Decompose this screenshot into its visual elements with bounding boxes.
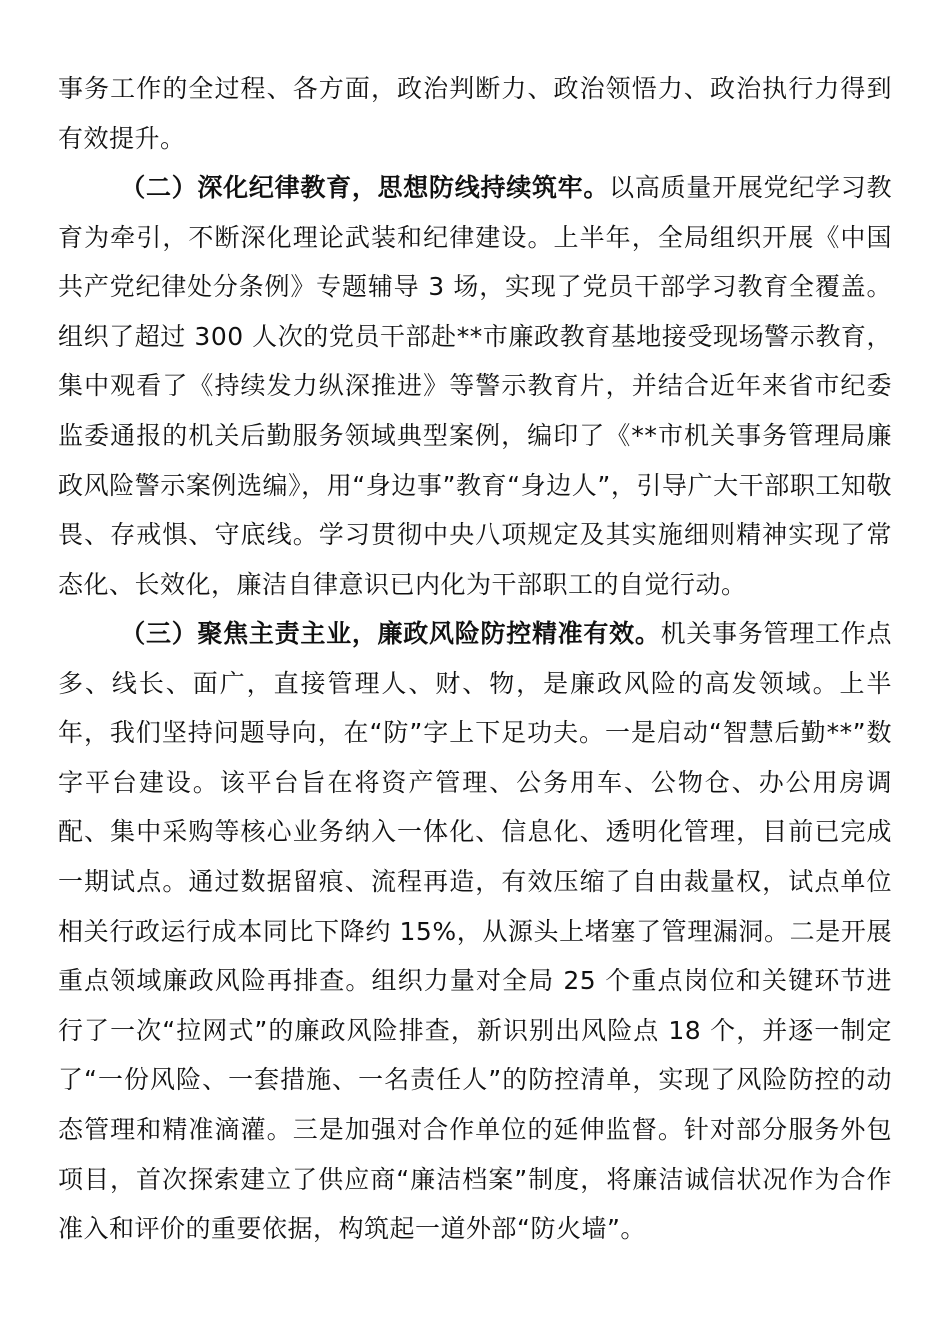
paragraph-1 bbox=[58, 64, 892, 163]
section-heading-2: （二）深化纪律教育，思想防线持续筑牢。 bbox=[120, 173, 610, 202]
paragraph-1-text: 事务工作的全过程、各方面，政治判断力、政治领悟力、政治执行力得到有效提升。 bbox=[58, 74, 892, 153]
paragraph-2 bbox=[58, 163, 892, 609]
paragraph-3-text: 机关事务管理工作点多、线长、面广，直接管理人、财、物，是廉政风险的高发领域。上半年，我们坚持问题导向，在“防”字上下足功夫。一是启动“智慧后勤**”数字平台建设。该平台旨在将资产管理、公务用车、公物仓、办公用房调配、集中采购等核心业务纳入一体化、信息化、透明化管理，目前已完成一期试点。通过数据留痕、流程再造，有效压缩了自由裁量权，试点单位相关行政运行成本同比下降约 15%，从源头上堵塞了管理漏洞。二是开展重点领域廉政风险再排查。组织力量对全局 25 个重点岗位和关键环节进行了一次“拉网式”的廉政风险排查，新识别出风险点 18 个，并逐一制定了“一份风险、一套措施、一名责任人”的防控清单，实现了风险防控的动态管理和精准滴灌。三是加强对合作单位的延伸监督。针对部分服务外包项目，首次探索建立了供应商“廉洁档案”制度，将廉洁诚信状况作为合作准入和评价的重要依据，构筑起一道外部“防火墙”。 bbox=[58, 619, 892, 1244]
section-heading-3: （三）聚焦主责主业，廉政风险防控精准有效。 bbox=[120, 619, 661, 648]
paragraph-2-text: 以高质量开展党纪学习教育为牵引，不断深化理论武装和纪律建设。上半年，全局组织开展《中国共产党纪律处分条例》专题辅导 3 场，实现了党员干部学习教育全覆盖。组织了超过 300 人次的党员干部赴**市廉政教育基地接受现场警示教育，集中观看了《持续发力纵深推进》等警示教育片，并结合近年来省市纪委监委通报的机关后勤服务领域典型案例，编印了《**市机关事务管理局廉政风险警示案例选编》，用“身边事”教育“身边人”，引导广大干部职工知敬畏、存戒惧、守底线。学习贯彻中央八项规定及其实施细则精神实现了常态化、长效化，廉洁自律意识已内化为干部职工的自觉行动。 bbox=[58, 173, 892, 599]
paragraph-3 bbox=[58, 609, 892, 1254]
